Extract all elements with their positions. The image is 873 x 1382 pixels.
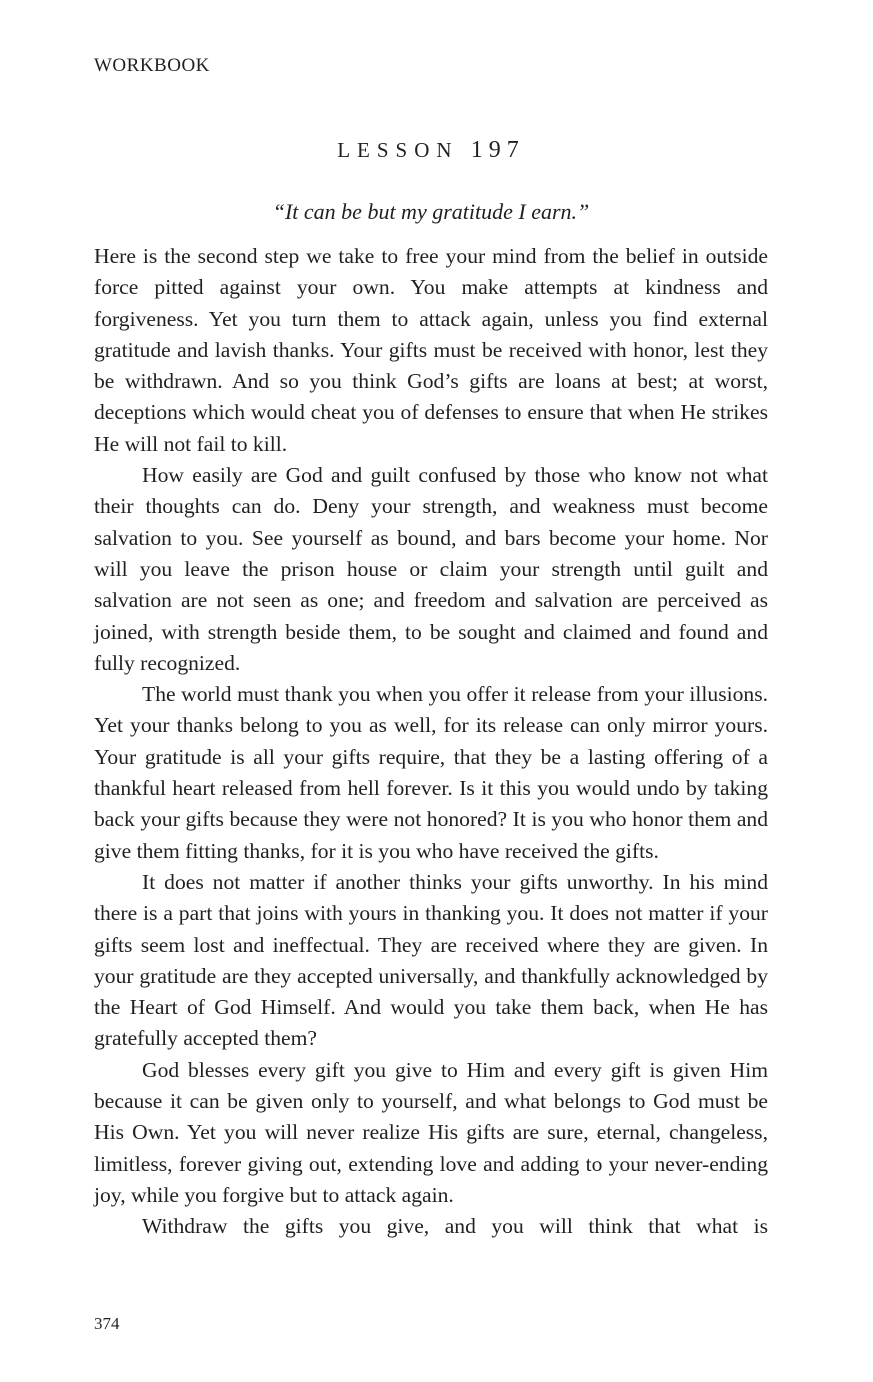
- paragraph: Here is the second step we take to free your mind from the belief in outside force pitted against your own. You make attempts at kindness and forgiveness. Yet you turn them to attack again, unless you find external gratitude and lavish thanks. Your gifts must be received with honor, lest they be withdrawn. And so you think God’s gifts are loans at best; at worst, deceptions which would cheat you of defenses to ensure that when He strikes He will not fail to kill.: [94, 244, 768, 456]
- paragraph: It does not matter if another thinks your gifts unworthy. In his mind there is a part that joins with yours in thanking you. It does not matter if your gifts seem lost and ineffectual. They are received where they are given. In your gratitude are they accepted universally, and thankfully acknowledged by the Heart of God Himself. And would you take them back, when He has gratefully accepted them?: [94, 869, 768, 1051]
- paragraph: How easily are God and guilt confused by those who know not what their thoughts can do. Deny your strength, and weakness must become salvation to you. See yourself as bound, and bars become your home. Nor will you leave the prison house or claim your strength until guilt and salvation are not seen as one; and freedom and salvation are perceived as joined, with strength beside them, to be sought and claimed and found and fully recognized.: [94, 463, 768, 675]
- paragraph: The world must thank you when you offer it release from your illusions. Yet your thanks belong to you as well, for its release can only mirror yours. Your gratitude is all your gifts require, that they be a lasting offering of a thankful heart released from hell forever. Is it this you would undo by taking back your gifts because they were not honored? It is you who honor them and give them fitting thanks, for it is you who have received the gifts.: [94, 682, 768, 863]
- paragraph: God blesses every gift you give to Him and every gift is given Him because it can be given only to yourself, and what belongs to God must be His Own. Yet you will never realize His gifts are sure, eternal, changeless, limitless, forever giving out, extending love and adding to your never-ending joy, while you forgive but to attack again.: [94, 1057, 768, 1207]
- lesson-number: 197: [470, 137, 525, 163]
- running-head: WORKBOOK: [94, 55, 210, 76]
- lesson-title: [0, 136, 862, 164]
- lesson-label: LESSON: [337, 138, 459, 162]
- body-text: [94, 241, 768, 1243]
- lesson-quote: “It can be but my gratitude I earn.”: [272, 199, 590, 224]
- paragraph: Withdraw the gifts you give, and you will think that what is: [142, 1214, 768, 1239]
- page-number: 374: [94, 1314, 120, 1333]
